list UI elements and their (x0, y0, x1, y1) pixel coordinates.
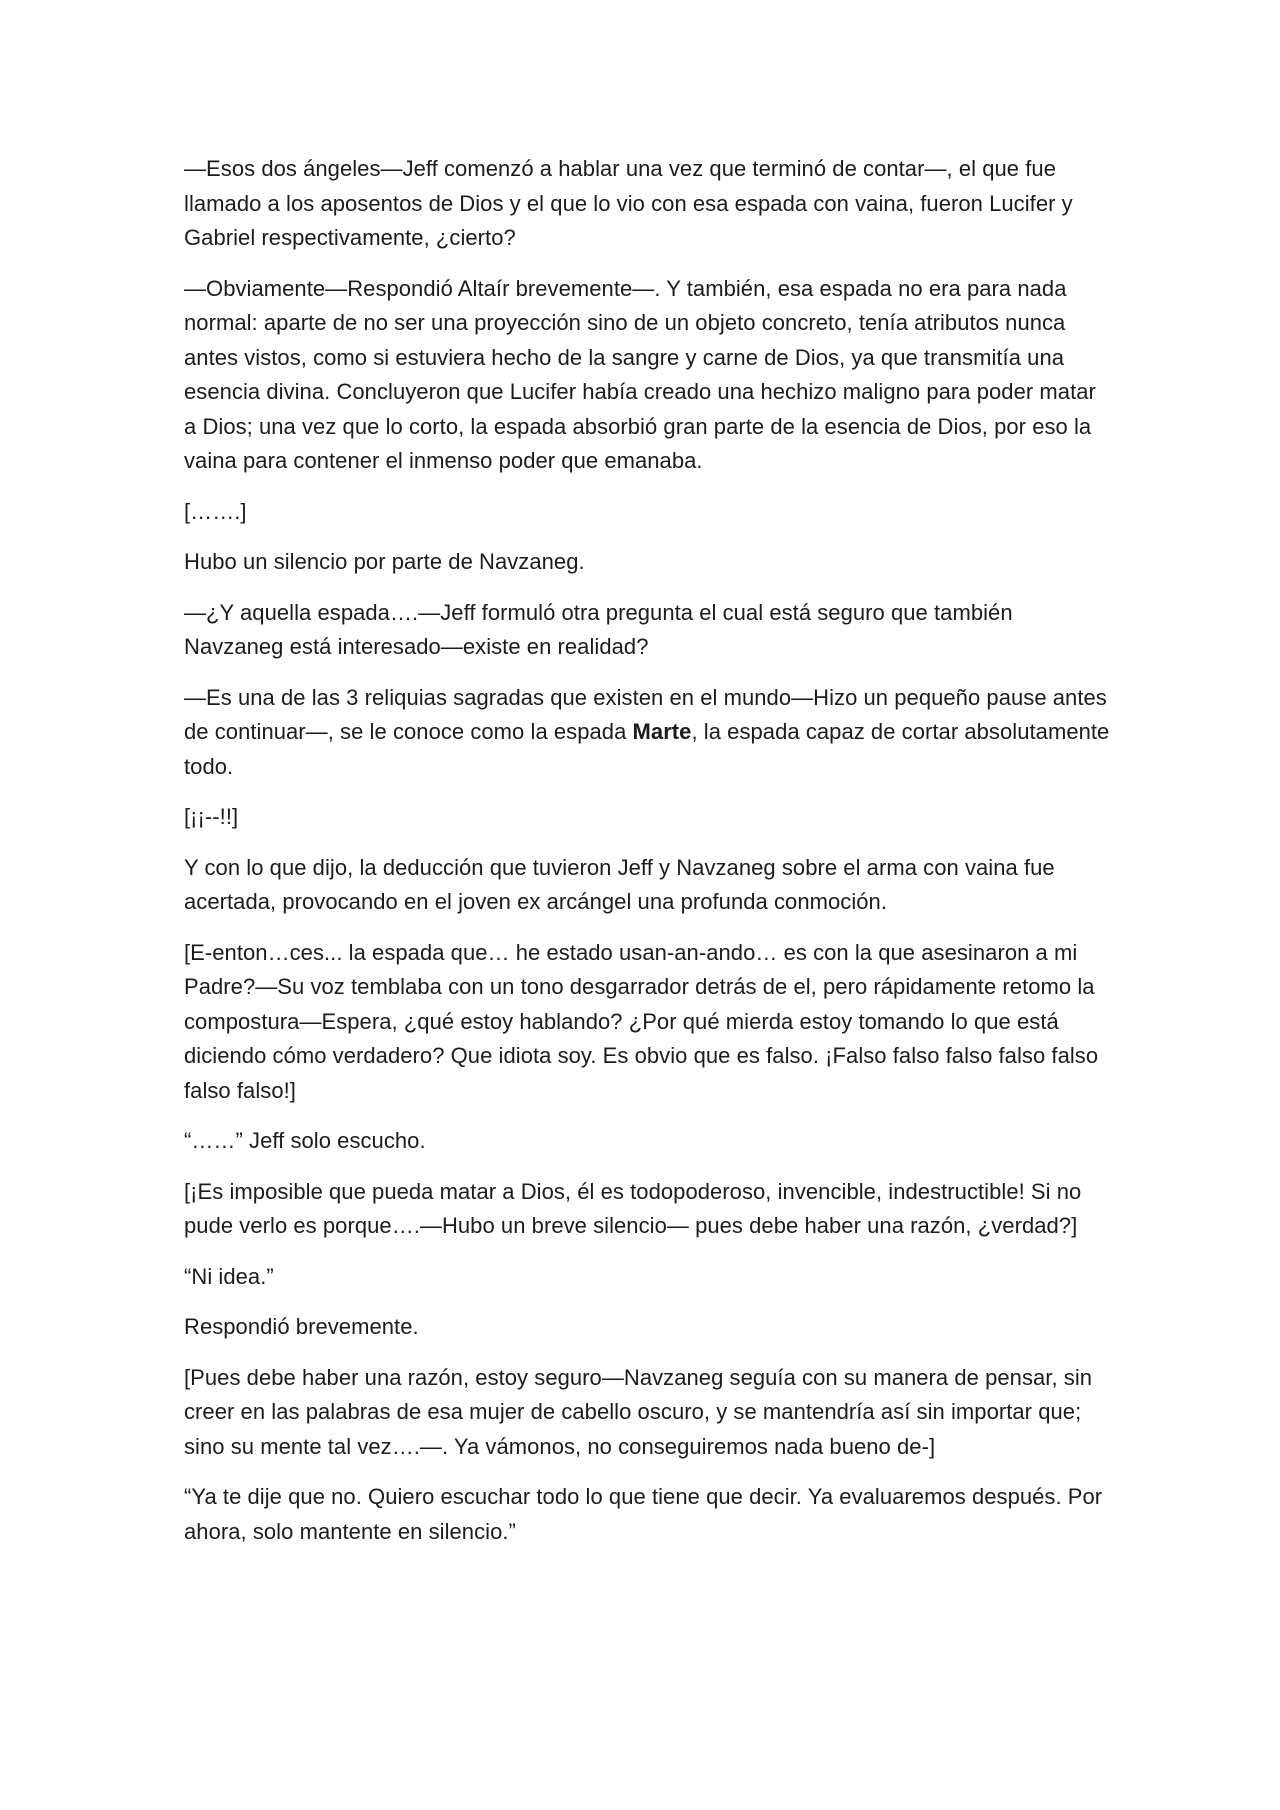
paragraph: [E-enton…ces... la espada que… he estado usan-an-ando… es con la que asesinaron a mi Padre?—Su voz temblaba con un tono desgarrador detrás de el, pero rápidamente retomo la compostura—Espera, ¿qué estoy hablando? ¿Por qué mierda estoy tomando lo que está diciendo cómo verdadero? Que idiota soy. Es obvio que es falso. ¡Falso falso falso falso falso falso falso!] (184, 939, 1099, 1103)
paragraph: “……” Jeff solo escucho. (184, 1128, 426, 1153)
paragraph: Y con lo que dijo, la deducción que tuvieron Jeff y Navzaneg sobre el arma con vaina fue acertada, provocando en el joven ex arcángel una profunda conmoción. (184, 854, 1055, 914)
paragraph: —Obviamente—Respondió Altaír brevemente—. Y también, esa espada no era para nada normal: aparte de no ser una proyección sino de un objeto concreto, tenía atributos nunca antes vistos, como si estuviera hecho de la sangre y carne de Dios, ya que transmitía una esencia divina. Concluyeron que Lucifer había creado una hechizo maligno para poder matar a Dios; una vez que lo corto, la espada absorbió gran parte de la esencia de Dios, por eso la vaina para contener el inmenso poder que emanaba. (184, 275, 1096, 473)
paragraph-text: , la espada capaz de cortar absolutamente todo. (184, 719, 1110, 779)
bold-term: Marte (632, 719, 692, 744)
paragraph: [¡Es imposible que pueda matar a Dios, él es todopoderoso, invencible, indestructible! Si no pude verlo es porque….—Hubo un breve silencio— pues debe haber una razón, ¿verdad?] (184, 1178, 1082, 1238)
document-body (184, 152, 1114, 1565)
paragraph: [Pues debe haber una razón, estoy seguro—Navzaneg seguía con su manera de pensar, sin creer en las palabras de esa mujer de cabello oscuro, y se mantendría así sin importar que; sino su mente tal vez….—. Ya vámonos, no conseguiremos nada bueno de-] (184, 1364, 1093, 1459)
paragraph: —Esos dos ángeles—Jeff comenzó a hablar una vez que terminó de contar—, el que fue llamado a los aposentos de Dios y el que lo vio con esa espada con vaina, fueron Lucifer y Gabriel respectivamente, ¿cierto? (184, 156, 1073, 250)
paragraph: “Ni idea.” (184, 1263, 274, 1289)
paragraph: Hubo un silencio por parte de Navzaneg. (184, 549, 585, 574)
paragraph (184, 681, 1114, 785)
paragraph-text: —Es una de las 3 reliquias sagradas que existen en el mundo—Hizo un pequeño pause antes de continuar—, se le conoce como la espada (184, 684, 1107, 744)
paragraph: “Ya te dije que no. Quiero escuchar todo lo que tiene que decir. Ya evaluaremos después. Por ahora, solo mantente en silencio.” (184, 1484, 1103, 1544)
paragraph: […….] (184, 498, 247, 524)
paragraph: [¡¡--!!] (184, 804, 239, 829)
paragraph: Respondió brevemente. (184, 1314, 419, 1339)
paragraph: —¿Y aquella espada….—Jeff formuló otra pregunta el cual está seguro que también Navzaneg está interesado—existe en realidad? (184, 599, 1013, 659)
